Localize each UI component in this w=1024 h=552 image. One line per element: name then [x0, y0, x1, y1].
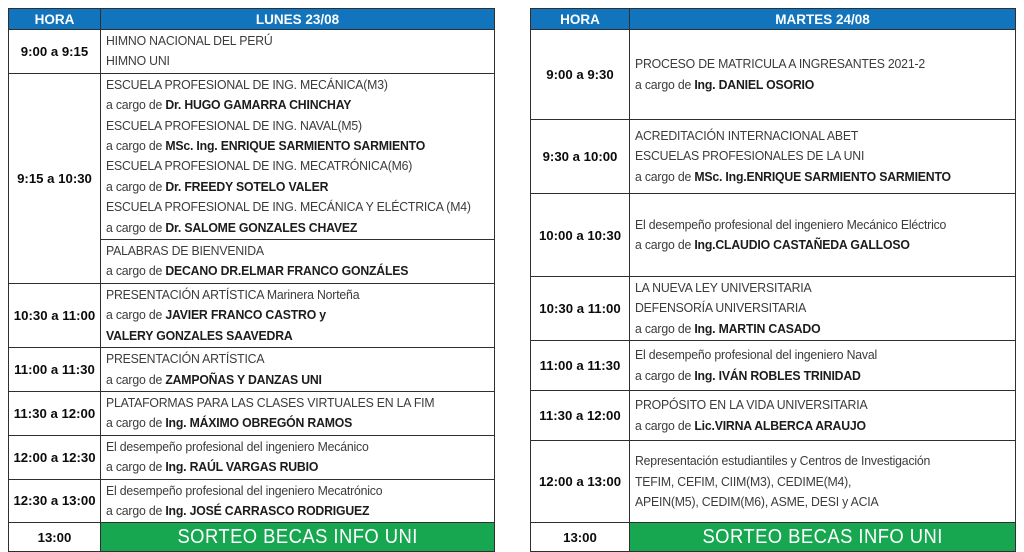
time-cell: 10:00 a 10:30	[531, 194, 630, 277]
event-text: DEFENSORÍA UNIVERSITARIA	[635, 300, 807, 316]
event-line	[635, 278, 984, 298]
time-cell: 12:00 a 12:30	[9, 435, 101, 479]
event-text: a cargo de	[106, 371, 166, 387]
time-cell: 12:30 a 13:00	[9, 479, 101, 523]
event-text: El desempeño profesional del ingeniero Mecánico Eléctrico	[635, 216, 947, 232]
event-line	[106, 326, 462, 346]
event-text: ESCUELA PROFESIONAL DE ING. MECÁNICA(M3)	[106, 76, 388, 92]
event-speaker: Ing. MARTIN CASADO	[694, 320, 821, 336]
event-line	[106, 285, 462, 305]
event-line	[106, 370, 462, 390]
event-text: ESCUELA PROFESIONAL DE ING. NAVAL(M5)	[106, 117, 362, 133]
event-line	[106, 136, 462, 156]
event-line	[635, 75, 984, 95]
event-text: El desempeño profesional del ingeniero Naval	[635, 347, 878, 363]
event-line	[106, 31, 462, 51]
event-speaker: Lic.VIRNA ALBERCA ARAUJO	[694, 417, 866, 433]
sorteo-row	[531, 523, 1016, 552]
event-line	[635, 416, 984, 436]
event-line	[106, 75, 462, 95]
event-line	[106, 393, 462, 413]
event-speaker: Ing. JOSÉ CARRASCO RODRIGUEZ	[165, 502, 370, 518]
event-text: Representación estudiantiles y Centros de Investigación	[635, 453, 931, 469]
time-cell: 11:00 a 11:30	[531, 341, 630, 391]
sorteo-label: SORTEO BECAS INFO UNI	[702, 525, 943, 548]
event-text: HIMNO UNI	[106, 53, 170, 69]
time-cell: 12:00 a 13:00	[531, 441, 630, 523]
event-line	[106, 95, 462, 115]
header-row	[9, 9, 495, 30]
event-cell	[630, 341, 1016, 391]
event-line	[106, 51, 462, 71]
table-row	[531, 341, 1016, 391]
event-line	[635, 472, 984, 492]
event-cell	[101, 283, 495, 347]
event-speaker: Dr. FREEDY SOTELO VALER	[165, 178, 329, 194]
table-row	[9, 435, 495, 479]
table-header-lunes	[9, 9, 495, 30]
table-row	[9, 30, 495, 74]
time-cell: 9:00 a 9:30	[531, 30, 630, 120]
event-cell	[630, 391, 1016, 441]
hora-header: HORA	[9, 9, 101, 30]
event-line	[106, 349, 462, 369]
event-line	[106, 261, 462, 281]
event-text: PRESENTACIÓN ARTÍSTICA	[106, 351, 265, 367]
event-speaker: MSc. Ing.ENRIQUE SARMIENTO SARMIENTO	[694, 168, 951, 184]
schedule-table-lunes	[8, 8, 495, 552]
table-row	[531, 441, 1016, 523]
event-text: a cargo de	[635, 417, 695, 433]
time-cell: 13:00	[9, 523, 101, 552]
event-text: a cargo de	[635, 76, 695, 92]
time-cell: 11:30 a 12:00	[531, 391, 630, 441]
event-line	[106, 457, 462, 477]
event-text: ESCUELAS PROFESIONALES DE LA UNI	[635, 148, 865, 164]
event-speaker: VALERY GONZALES SAAVEDRA	[106, 327, 293, 343]
event-cell	[101, 240, 495, 284]
event-text: a cargo de	[635, 237, 695, 252]
time-cell: 10:30 a 11:00	[531, 277, 630, 341]
event-text: a cargo de	[106, 97, 166, 113]
table-row	[9, 479, 495, 523]
table-row	[531, 391, 1016, 441]
time-cell: 9:15 a 10:30	[9, 73, 101, 283]
event-text: a cargo de	[106, 219, 166, 235]
schedule-table-martes	[530, 8, 1016, 552]
time-cell: 9:00 a 9:15	[9, 30, 101, 74]
table-row	[531, 277, 1016, 341]
event-line	[106, 218, 462, 238]
event-text: PROPÓSITO EN LA VIDA UNIVERSITARIA	[635, 397, 868, 413]
header-row	[531, 9, 1016, 30]
event-line	[635, 345, 984, 365]
event-text: PLATAFORMAS PARA LAS CLASES VIRTUALES EN LA FIM	[106, 394, 435, 410]
event-text: TEFIM, CEFIM, CIIM(M3), CEDIME(M4),	[635, 473, 852, 489]
event-line	[635, 395, 984, 415]
table-row	[9, 73, 495, 239]
event-cell	[101, 479, 495, 523]
event-text: PROCESO DE MATRICULA A INGRESANTES 2021-2	[635, 56, 926, 72]
event-text: a cargo de	[106, 502, 166, 518]
event-text: El desempeño profesional del ingeniero Mecatrónico	[106, 482, 383, 498]
event-cell	[630, 277, 1016, 341]
hora-header: HORA	[531, 9, 630, 30]
table-row	[9, 348, 495, 392]
event-line	[106, 116, 462, 136]
event-speaker: Ing. DANIEL OSORIO	[694, 76, 815, 92]
table-row	[531, 194, 1016, 277]
event-line	[635, 492, 984, 512]
event-cell	[101, 391, 495, 435]
time-cell: 9:30 a 10:00	[531, 120, 630, 194]
table-row	[531, 120, 1016, 194]
event-speaker: ZAMPOÑAS Y DANZAS UNI	[165, 371, 322, 387]
event-cell	[101, 73, 495, 239]
event-text: ESCUELA PROFESIONAL DE ING. MECATRÓNICA(M6)	[106, 158, 413, 174]
sorteo-label: SORTEO BECAS INFO UNI	[177, 525, 418, 548]
event-text: a cargo de	[635, 320, 695, 336]
event-line	[635, 451, 984, 471]
table-row	[531, 30, 1016, 120]
event-text: ESCUELA PROFESIONAL DE ING. MECÁNICA Y ELÉCTRICA (M4)	[106, 199, 471, 215]
event-speaker: Dr. HUGO GAMARRA CHINCHAY	[165, 97, 352, 113]
event-line	[106, 437, 462, 457]
event-line	[635, 319, 984, 339]
event-cell	[630, 441, 1016, 523]
time-cell: 11:30 a 12:00	[9, 391, 101, 435]
event-cell	[630, 30, 1016, 120]
event-line	[635, 366, 984, 386]
event-line	[106, 413, 462, 433]
time-cell: 11:00 a 11:30	[9, 348, 101, 392]
event-cell	[630, 120, 1016, 194]
event-line	[106, 501, 462, 521]
event-speaker: Ing. MÁXIMO OBREGÓN RAMOS	[165, 415, 353, 431]
event-line	[106, 481, 462, 501]
event-line	[635, 54, 984, 74]
sorteo-cell	[630, 523, 1016, 552]
sorteo-row	[9, 523, 495, 552]
event-speaker: Ing. RAÚL VARGAS RUBIO	[165, 459, 319, 475]
event-line	[106, 177, 462, 197]
event-line	[106, 305, 462, 325]
table-header-martes	[531, 9, 1016, 30]
event-line	[635, 146, 984, 166]
event-speaker: Dr. SALOME GONZALES CHAVEZ	[165, 219, 358, 235]
event-text: HIMNO NACIONAL DEL PERÚ	[106, 33, 273, 48]
event-text: a cargo de	[106, 178, 166, 194]
event-cell	[630, 194, 1016, 277]
table-row	[9, 391, 495, 435]
event-line	[635, 167, 984, 187]
event-text: a cargo de	[106, 415, 166, 431]
event-text: a cargo de	[106, 138, 166, 154]
event-speaker: MSc. Ing. ENRIQUE SARMIENTO SARMIENTO	[165, 138, 426, 154]
event-line	[635, 126, 984, 146]
event-text: a cargo de	[106, 307, 166, 323]
sorteo-cell	[101, 523, 495, 552]
table-body-lunes	[9, 30, 495, 552]
event-speaker: DECANO DR.ELMAR FRANCO GONZÁLES	[165, 263, 409, 279]
table-row	[9, 283, 495, 347]
event-text: a cargo de	[635, 168, 695, 184]
event-line	[106, 156, 462, 176]
event-line	[106, 241, 462, 261]
event-speaker: Ing. IVÁN ROBLES TRINIDAD	[694, 367, 861, 383]
event-cell	[101, 435, 495, 479]
event-text: ACREDITACIÓN INTERNACIONAL ABET	[635, 127, 859, 143]
event-speaker: Ing.CLAUDIO CASTAÑEDA GALLOSO	[694, 237, 910, 252]
event-text: a cargo de	[635, 367, 695, 383]
event-line	[635, 215, 984, 235]
event-text: a cargo de	[106, 263, 166, 279]
event-text: PRESENTACIÓN ARTÍSTICA Marinera Norteña	[106, 286, 360, 302]
day-header-martes: MARTES 24/08	[630, 9, 1016, 30]
event-line	[106, 197, 471, 217]
event-text: APEIN(M5), CEDIM(M6), ASME, DESI y ACIA	[635, 494, 879, 510]
event-line	[635, 235, 984, 255]
event-text: El desempeño profesional del ingeniero Mecánico	[106, 438, 369, 454]
time-cell: 10:30 a 11:00	[9, 283, 101, 347]
event-text: LA NUEVA LEY UNIVERSITARIA	[635, 280, 812, 295]
event-cell	[101, 30, 495, 74]
event-cell	[101, 348, 495, 392]
event-line	[635, 298, 984, 318]
event-text: PALABRAS DE BIENVENIDA	[106, 243, 264, 259]
time-cell: 13:00	[531, 523, 630, 552]
table-body-martes	[531, 30, 1016, 552]
day-header-lunes: LUNES 23/08	[101, 9, 495, 30]
event-speaker: JAVIER FRANCO CASTRO y	[165, 307, 326, 323]
event-text: a cargo de	[106, 459, 166, 475]
